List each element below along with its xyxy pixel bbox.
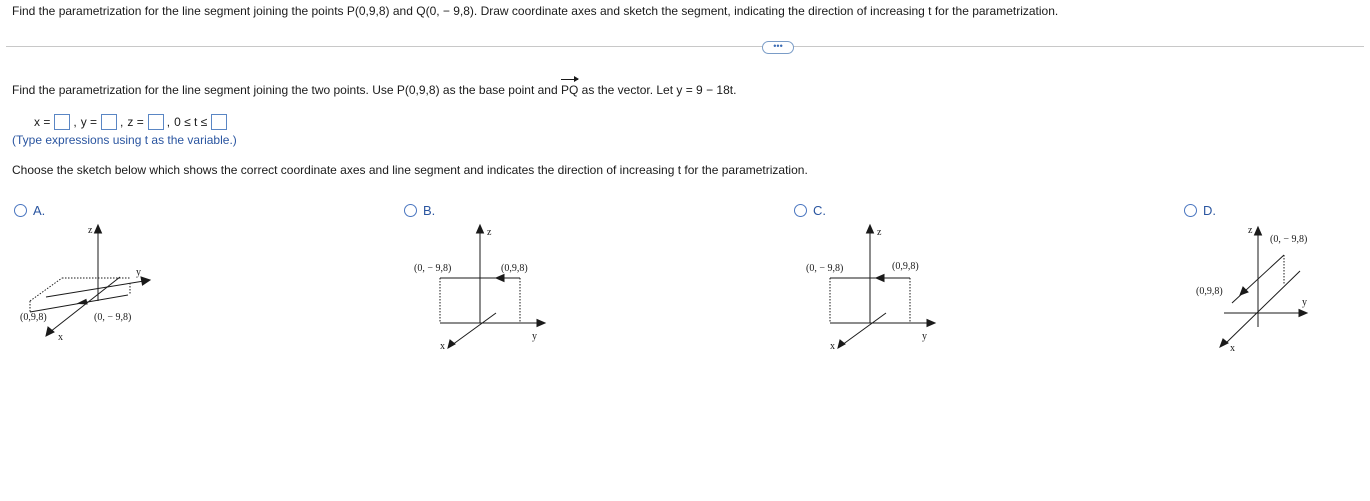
- x-label: x: [440, 341, 445, 352]
- x-label: x: [1230, 343, 1235, 354]
- option-a-letter: A.: [33, 203, 46, 218]
- point-label-1: (0, − 9,8): [414, 263, 452, 274]
- hint-text: (Type expressions using t as the variable.): [12, 133, 237, 147]
- expand-button[interactable]: •••: [762, 41, 794, 54]
- vector-arrow-icon: [561, 79, 578, 80]
- z-label: z: [487, 227, 492, 238]
- x-axis: [452, 313, 496, 345]
- separator: ,: [166, 115, 171, 129]
- x-axis: [50, 277, 120, 332]
- segment-arrow-icon: [1240, 287, 1248, 295]
- y-label: y: [532, 331, 537, 342]
- z-arrow-icon: [867, 225, 874, 233]
- z-input[interactable]: [148, 114, 164, 130]
- y-arrow-icon: [927, 320, 935, 327]
- y-arrow-icon: [1299, 310, 1307, 317]
- question-text: Find the parametrization for the line segment joining the points P(0,9,8) and Q(0, − 9,8). Draw coordinate axes and sketch the segment, indicating the direction of increasing t for the parametrization.: [12, 4, 1059, 18]
- divider: [6, 46, 1364, 47]
- x-arrow-icon: [448, 340, 455, 348]
- sketch-a[interactable]: [0, 215, 180, 355]
- point-label-1: (0, − 9,8): [806, 263, 844, 274]
- point-label-1: (0,9,8): [20, 312, 47, 323]
- point-label-1: (0, − 9,8): [1270, 234, 1308, 245]
- point-label-2: (0,9,8): [1196, 286, 1223, 297]
- x-axis: [1226, 271, 1300, 343]
- segment-arrow-icon: [496, 275, 504, 282]
- point-label-2: (0, − 9,8): [94, 312, 132, 323]
- answer-row: [34, 113, 229, 131]
- t-upper-input[interactable]: [211, 114, 227, 130]
- x-arrow-icon: [838, 340, 845, 348]
- z-label: z =: [127, 115, 144, 129]
- y-arrow-icon: [141, 277, 150, 285]
- x-axis: [842, 313, 886, 345]
- y-label: y: [136, 267, 141, 278]
- z-label: z: [877, 227, 882, 238]
- separator: ,: [120, 115, 124, 129]
- choose-prompt: Choose the sketch below which shows the correct coordinate axes and line segment and indicates the direction of increasing t for the parametrization.: [12, 163, 808, 177]
- sketch-c[interactable]: [790, 215, 960, 355]
- x-label: x: [58, 332, 63, 343]
- z-label: z: [88, 225, 93, 236]
- x-arrow-icon: [46, 327, 54, 336]
- option-c-letter: C.: [813, 203, 826, 218]
- guide-lines: [30, 278, 130, 312]
- y-arrow-icon: [537, 320, 545, 327]
- z-arrow-icon: [95, 225, 102, 233]
- x-label: x: [830, 341, 835, 352]
- point-label-2: (0,9,8): [892, 261, 919, 272]
- z-arrow-icon: [1255, 227, 1262, 235]
- z-arrow-icon: [477, 225, 484, 233]
- x-label: x =: [34, 115, 51, 129]
- x-arrow-icon: [1220, 339, 1228, 347]
- point-label-2: (0,9,8): [501, 263, 528, 274]
- subquestion-text: [12, 83, 736, 97]
- option-b-letter: B.: [423, 203, 436, 218]
- x-input[interactable]: [54, 114, 70, 130]
- y-label: y =: [80, 115, 98, 129]
- segment-arrow-icon: [78, 300, 87, 305]
- subquestion-text-before: Find the parametrization for the line segment joining the two points. Use P(0,9,8) as the base point and: [12, 83, 561, 97]
- segment-arrow-icon: [876, 275, 884, 282]
- z-label: z: [1248, 225, 1253, 236]
- separator: ,: [73, 115, 77, 129]
- y-label: y: [922, 331, 927, 342]
- subquestion-text-after: as the vector. Let y = 9 − 18t.: [578, 83, 737, 97]
- t-range-label: 0 ≤ t ≤: [174, 115, 208, 129]
- sketch-d[interactable]: [1180, 215, 1350, 355]
- option-d-letter: D.: [1203, 203, 1216, 218]
- y-input[interactable]: [101, 114, 117, 130]
- y-label: y: [1302, 297, 1307, 308]
- vector-pq: PQ: [561, 83, 578, 97]
- y-axis: [46, 281, 144, 297]
- sketch-b[interactable]: [400, 215, 570, 355]
